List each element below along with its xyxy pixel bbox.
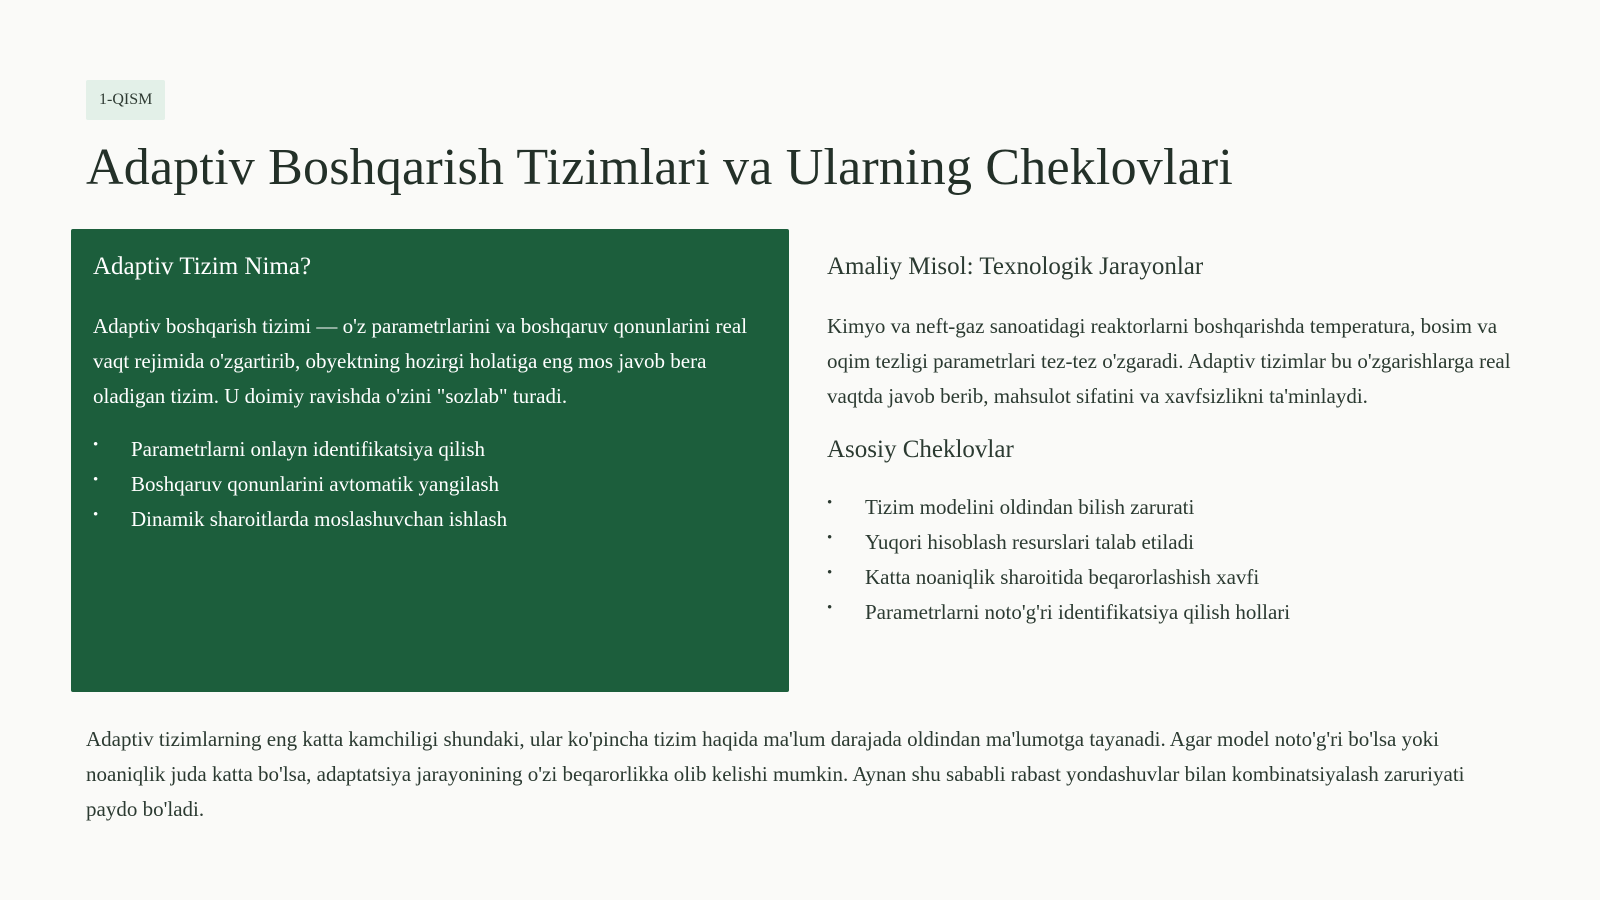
bullet-icon: •: [827, 565, 833, 581]
right-column: [827, 249, 1517, 630]
bullet-icon: •: [93, 472, 99, 488]
card-bullet-list: [93, 432, 767, 537]
list-item-label: Yuqori hisoblash resurslari talab etiladi: [865, 530, 1194, 554]
list-item-label: Parametrlarni onlayn identifikatsiya qilish: [131, 437, 485, 461]
list-item: [827, 595, 1517, 630]
list-item: [827, 490, 1517, 525]
footer-paragraph: Adaptiv tizimlarning eng katta kamchiligi shundaki, ular ko'pincha tizim haqida ma'lum darajada oldindan ma'lumotga tayanadi. Agar model noto'g'ri bo'lsa yoki noaniqlik juda katta bo'lsa, adaptatsiya jarayonining o'zi beqarorlikka olib kelishi mumkin. Aynan shu sababli rabast yondashuvlar bilan kombinatsiyalash zaruriyati paydo bo'ladi.: [86, 727, 1465, 821]
list-item-label: Boshqaruv qonunlarini avtomatik yangilash: [131, 472, 500, 496]
list-item-label: Tizim modelini oldindan bilish zarurati: [865, 495, 1195, 519]
page-title: Adaptiv Boshqarish Tizimlari va Ularning Cheklovlari: [86, 139, 1234, 196]
limitations-list: [827, 490, 1517, 630]
list-item-label: Katta noaniqlik sharoitida beqarorlashish xavfi: [865, 565, 1260, 589]
section-tag: 1-QISM: [86, 80, 165, 120]
list-item-label: Parametrlarni noto'g'ri identifikatsiya qilish hollari: [865, 600, 1291, 624]
definition-card: [71, 229, 789, 692]
list-item: [93, 467, 767, 502]
card-heading: Adaptiv Tizim Nima?: [93, 253, 312, 280]
bullet-icon: •: [93, 507, 99, 523]
list-item: [93, 502, 767, 537]
example-text: Kimyo va neft-gaz sanoatidagi reaktorlarni boshqarishda temperatura, bosim va oqim tezligi parametrlari tez-tez o'zgaradi. Adaptiv tizimlar bu o'zgarishlarga real vaqtda javob berib, mahsulot sifatini va xavfsizlikni ta'minlaydi.: [827, 314, 1511, 408]
bullet-icon: •: [827, 530, 833, 546]
limitations-heading: Asosiy Cheklovlar: [827, 436, 1014, 463]
card-text: Adaptiv boshqarish tizimi — o'z parametrlarini va boshqaruv qonunlarini real vaqt rejimida o'zgartirib, obyektning hozirgi holatiga eng mos javob bera oladigan tizim. U doimiy ravishda o'zini "sozlab" turadi.: [93, 314, 748, 408]
example-heading: Amaliy Misol: Texnologik Jarayonlar: [827, 253, 1204, 280]
list-item: [827, 560, 1517, 595]
bullet-icon: •: [827, 495, 833, 511]
list-item: [827, 525, 1517, 560]
bullet-icon: •: [827, 600, 833, 616]
bullet-icon: •: [93, 437, 99, 453]
list-item: [93, 432, 767, 467]
list-item-label: Dinamik sharoitlarda moslashuvchan ishlash: [131, 507, 508, 531]
